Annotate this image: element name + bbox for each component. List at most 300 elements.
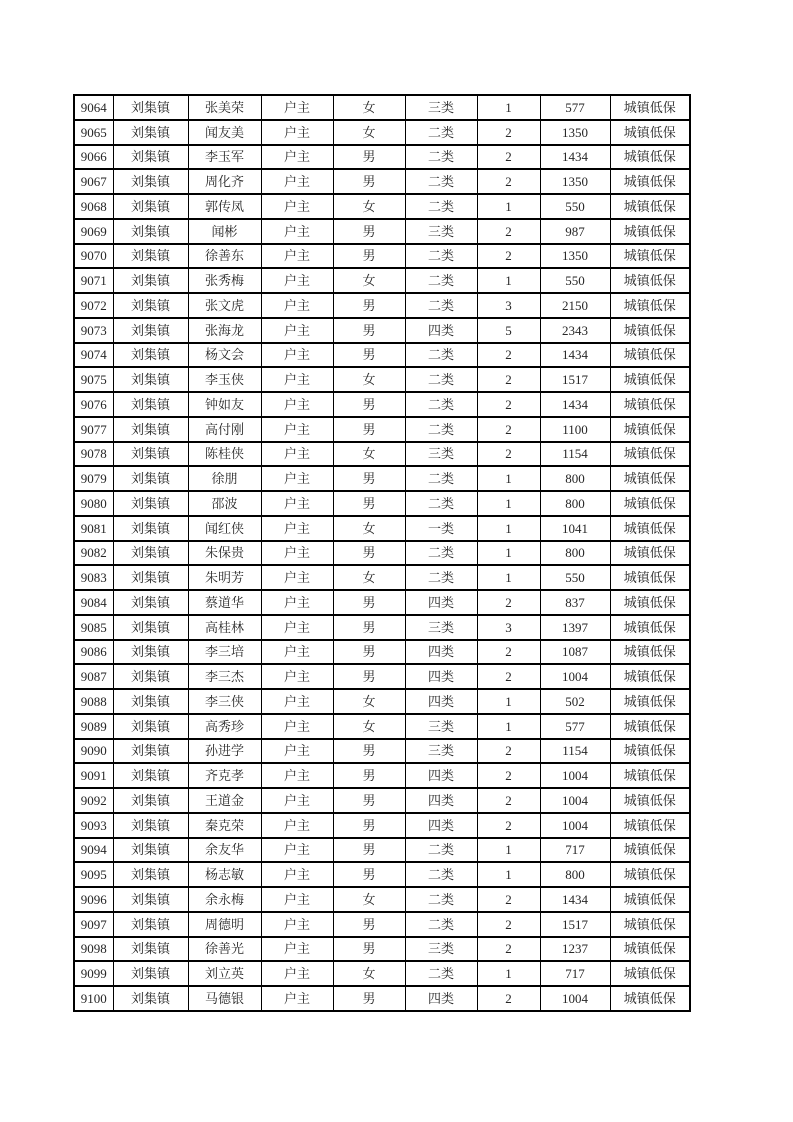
record-id-cell: 9090	[74, 739, 113, 764]
record-id-cell: 9074	[74, 343, 113, 368]
gender-cell: 男	[333, 590, 405, 615]
table-row	[74, 491, 690, 516]
amount-cell: 577	[540, 714, 610, 739]
relation-cell: 户主	[261, 417, 333, 442]
subsidy-type-cell: 城镇低保	[610, 615, 690, 640]
table-row	[74, 912, 690, 937]
category-cell: 四类	[405, 763, 477, 788]
table-row	[74, 244, 690, 269]
welfare-roster-table	[73, 94, 691, 1012]
gender-cell: 男	[333, 466, 405, 491]
person-count-cell: 1	[477, 862, 540, 887]
relation-cell: 户主	[261, 244, 333, 269]
amount-cell: 2343	[540, 318, 610, 343]
town-cell: 刘集镇	[113, 219, 188, 244]
person-count-cell: 1	[477, 714, 540, 739]
table-row	[74, 689, 690, 714]
town-cell: 刘集镇	[113, 244, 188, 269]
category-cell: 三类	[405, 615, 477, 640]
category-cell: 二类	[405, 491, 477, 516]
relation-cell: 户主	[261, 838, 333, 863]
category-cell: 三类	[405, 739, 477, 764]
town-cell: 刘集镇	[113, 417, 188, 442]
amount-cell: 800	[540, 862, 610, 887]
relation-cell: 户主	[261, 590, 333, 615]
record-id-cell: 9099	[74, 961, 113, 986]
person-count-cell: 2	[477, 986, 540, 1011]
amount-cell: 837	[540, 590, 610, 615]
person-count-cell: 3	[477, 615, 540, 640]
record-id-cell: 9091	[74, 763, 113, 788]
town-cell: 刘集镇	[113, 268, 188, 293]
table-row	[74, 714, 690, 739]
record-id-cell: 9064	[74, 95, 113, 120]
relation-cell: 户主	[261, 268, 333, 293]
relation-cell: 户主	[261, 788, 333, 813]
record-id-cell: 9067	[74, 169, 113, 194]
table-row	[74, 169, 690, 194]
gender-cell: 女	[333, 367, 405, 392]
record-id-cell: 9088	[74, 689, 113, 714]
person-name-cell: 闻红侠	[188, 516, 261, 541]
person-count-cell: 1	[477, 541, 540, 566]
amount-cell: 1237	[540, 937, 610, 962]
person-count-cell: 2	[477, 640, 540, 665]
record-id-cell: 9080	[74, 491, 113, 516]
table-row	[74, 615, 690, 640]
gender-cell: 男	[333, 417, 405, 442]
record-id-cell: 9066	[74, 145, 113, 170]
town-cell: 刘集镇	[113, 887, 188, 912]
relation-cell: 户主	[261, 912, 333, 937]
table-row	[74, 392, 690, 417]
person-name-cell: 张文虎	[188, 293, 261, 318]
relation-cell: 户主	[261, 95, 333, 120]
record-id-cell: 9079	[74, 466, 113, 491]
category-cell: 二类	[405, 120, 477, 145]
gender-cell: 男	[333, 491, 405, 516]
amount-cell: 1004	[540, 813, 610, 838]
subsidy-type-cell: 城镇低保	[610, 788, 690, 813]
table-row	[74, 763, 690, 788]
record-id-cell: 9096	[74, 887, 113, 912]
town-cell: 刘集镇	[113, 343, 188, 368]
person-count-cell: 2	[477, 813, 540, 838]
relation-cell: 户主	[261, 862, 333, 887]
amount-cell: 1517	[540, 367, 610, 392]
subsidy-type-cell: 城镇低保	[610, 466, 690, 491]
person-name-cell: 高桂林	[188, 615, 261, 640]
subsidy-type-cell: 城镇低保	[610, 491, 690, 516]
amount-cell: 1087	[540, 640, 610, 665]
gender-cell: 男	[333, 664, 405, 689]
gender-cell: 女	[333, 961, 405, 986]
subsidy-type-cell: 城镇低保	[610, 961, 690, 986]
record-id-cell: 9077	[74, 417, 113, 442]
subsidy-type-cell: 城镇低保	[610, 565, 690, 590]
category-cell: 二类	[405, 541, 477, 566]
town-cell: 刘集镇	[113, 516, 188, 541]
category-cell: 二类	[405, 887, 477, 912]
person-name-cell: 钟如友	[188, 392, 261, 417]
amount-cell: 1434	[540, 343, 610, 368]
gender-cell: 男	[333, 219, 405, 244]
table-row	[74, 194, 690, 219]
gender-cell: 男	[333, 986, 405, 1011]
town-cell: 刘集镇	[113, 862, 188, 887]
amount-cell: 1350	[540, 120, 610, 145]
town-cell: 刘集镇	[113, 640, 188, 665]
town-cell: 刘集镇	[113, 318, 188, 343]
person-count-cell: 1	[477, 491, 540, 516]
relation-cell: 户主	[261, 318, 333, 343]
table-row	[74, 986, 690, 1011]
table-row	[74, 739, 690, 764]
record-id-cell: 9087	[74, 664, 113, 689]
gender-cell: 男	[333, 937, 405, 962]
amount-cell: 1350	[540, 244, 610, 269]
category-cell: 三类	[405, 442, 477, 467]
relation-cell: 户主	[261, 664, 333, 689]
gender-cell: 女	[333, 887, 405, 912]
amount-cell: 1350	[540, 169, 610, 194]
person-count-cell: 1	[477, 838, 540, 863]
town-cell: 刘集镇	[113, 937, 188, 962]
amount-cell: 550	[540, 268, 610, 293]
gender-cell: 男	[333, 293, 405, 318]
person-name-cell: 杨文会	[188, 343, 261, 368]
person-count-cell: 2	[477, 912, 540, 937]
amount-cell: 717	[540, 961, 610, 986]
category-cell: 二类	[405, 417, 477, 442]
table-row	[74, 788, 690, 813]
category-cell: 四类	[405, 986, 477, 1011]
category-cell: 二类	[405, 565, 477, 590]
subsidy-type-cell: 城镇低保	[610, 912, 690, 937]
category-cell: 四类	[405, 318, 477, 343]
relation-cell: 户主	[261, 714, 333, 739]
table-row	[74, 862, 690, 887]
table-row	[74, 268, 690, 293]
table-row	[74, 442, 690, 467]
person-count-cell: 2	[477, 169, 540, 194]
person-count-cell: 1	[477, 516, 540, 541]
person-name-cell: 闻友美	[188, 120, 261, 145]
subsidy-type-cell: 城镇低保	[610, 541, 690, 566]
subsidy-type-cell: 城镇低保	[610, 417, 690, 442]
gender-cell: 男	[333, 244, 405, 269]
subsidy-type-cell: 城镇低保	[610, 739, 690, 764]
person-name-cell: 蔡道华	[188, 590, 261, 615]
relation-cell: 户主	[261, 541, 333, 566]
subsidy-type-cell: 城镇低保	[610, 343, 690, 368]
person-name-cell: 齐克孝	[188, 763, 261, 788]
town-cell: 刘集镇	[113, 367, 188, 392]
relation-cell: 户主	[261, 565, 333, 590]
subsidy-type-cell: 城镇低保	[610, 590, 690, 615]
amount-cell: 550	[540, 194, 610, 219]
person-name-cell: 马德银	[188, 986, 261, 1011]
record-id-cell: 9072	[74, 293, 113, 318]
record-id-cell: 9071	[74, 268, 113, 293]
town-cell: 刘集镇	[113, 689, 188, 714]
gender-cell: 女	[333, 516, 405, 541]
table-row	[74, 120, 690, 145]
category-cell: 二类	[405, 838, 477, 863]
person-name-cell: 李三杰	[188, 664, 261, 689]
relation-cell: 户主	[261, 961, 333, 986]
table-row	[74, 838, 690, 863]
person-name-cell: 张海龙	[188, 318, 261, 343]
record-id-cell: 9070	[74, 244, 113, 269]
relation-cell: 户主	[261, 615, 333, 640]
amount-cell: 1004	[540, 986, 610, 1011]
record-id-cell: 9075	[74, 367, 113, 392]
town-cell: 刘集镇	[113, 120, 188, 145]
welfare-roster-table-body	[74, 95, 690, 1011]
category-cell: 二类	[405, 466, 477, 491]
person-count-cell: 1	[477, 466, 540, 491]
category-cell: 四类	[405, 640, 477, 665]
gender-cell: 男	[333, 145, 405, 170]
record-id-cell: 9094	[74, 838, 113, 863]
amount-cell: 717	[540, 838, 610, 863]
table-row	[74, 293, 690, 318]
subsidy-type-cell: 城镇低保	[610, 986, 690, 1011]
person-name-cell: 秦克荣	[188, 813, 261, 838]
relation-cell: 户主	[261, 813, 333, 838]
category-cell: 四类	[405, 664, 477, 689]
subsidy-type-cell: 城镇低保	[610, 516, 690, 541]
subsidy-type-cell: 城镇低保	[610, 813, 690, 838]
town-cell: 刘集镇	[113, 838, 188, 863]
town-cell: 刘集镇	[113, 813, 188, 838]
gender-cell: 男	[333, 640, 405, 665]
person-count-cell: 2	[477, 367, 540, 392]
town-cell: 刘集镇	[113, 714, 188, 739]
record-id-cell: 9068	[74, 194, 113, 219]
subsidy-type-cell: 城镇低保	[610, 145, 690, 170]
subsidy-type-cell: 城镇低保	[610, 268, 690, 293]
person-name-cell: 高付刚	[188, 417, 261, 442]
relation-cell: 户主	[261, 466, 333, 491]
table-row	[74, 466, 690, 491]
amount-cell: 1434	[540, 145, 610, 170]
table-row	[74, 145, 690, 170]
town-cell: 刘集镇	[113, 293, 188, 318]
record-id-cell: 9076	[74, 392, 113, 417]
category-cell: 二类	[405, 268, 477, 293]
relation-cell: 户主	[261, 194, 333, 219]
person-count-cell: 2	[477, 664, 540, 689]
person-name-cell: 周化齐	[188, 169, 261, 194]
amount-cell: 1041	[540, 516, 610, 541]
table-row	[74, 640, 690, 665]
subsidy-type-cell: 城镇低保	[610, 120, 690, 145]
table-row	[74, 664, 690, 689]
gender-cell: 女	[333, 689, 405, 714]
person-name-cell: 陈桂侠	[188, 442, 261, 467]
gender-cell: 男	[333, 763, 405, 788]
record-id-cell: 9095	[74, 862, 113, 887]
person-name-cell: 高秀珍	[188, 714, 261, 739]
gender-cell: 女	[333, 120, 405, 145]
town-cell: 刘集镇	[113, 961, 188, 986]
table-row	[74, 565, 690, 590]
person-count-cell: 2	[477, 590, 540, 615]
person-name-cell: 李三培	[188, 640, 261, 665]
person-name-cell: 朱保贵	[188, 541, 261, 566]
relation-cell: 户主	[261, 887, 333, 912]
amount-cell: 800	[540, 466, 610, 491]
town-cell: 刘集镇	[113, 565, 188, 590]
person-name-cell: 张秀梅	[188, 268, 261, 293]
subsidy-type-cell: 城镇低保	[610, 442, 690, 467]
amount-cell: 1004	[540, 788, 610, 813]
person-count-cell: 5	[477, 318, 540, 343]
person-count-cell: 2	[477, 887, 540, 912]
amount-cell: 1154	[540, 739, 610, 764]
gender-cell: 女	[333, 442, 405, 467]
town-cell: 刘集镇	[113, 739, 188, 764]
record-id-cell: 9065	[74, 120, 113, 145]
category-cell: 二类	[405, 367, 477, 392]
amount-cell: 1517	[540, 912, 610, 937]
person-count-cell: 2	[477, 343, 540, 368]
table-row	[74, 887, 690, 912]
record-id-cell: 9093	[74, 813, 113, 838]
town-cell: 刘集镇	[113, 442, 188, 467]
person-count-cell: 1	[477, 689, 540, 714]
town-cell: 刘集镇	[113, 466, 188, 491]
subsidy-type-cell: 城镇低保	[610, 318, 690, 343]
town-cell: 刘集镇	[113, 194, 188, 219]
person-name-cell: 孙进学	[188, 739, 261, 764]
person-name-cell: 余永梅	[188, 887, 261, 912]
person-name-cell: 余友华	[188, 838, 261, 863]
person-count-cell: 2	[477, 763, 540, 788]
relation-cell: 户主	[261, 392, 333, 417]
town-cell: 刘集镇	[113, 788, 188, 813]
person-name-cell: 张美荣	[188, 95, 261, 120]
town-cell: 刘集镇	[113, 95, 188, 120]
relation-cell: 户主	[261, 689, 333, 714]
record-id-cell: 9083	[74, 565, 113, 590]
relation-cell: 户主	[261, 516, 333, 541]
record-id-cell: 9092	[74, 788, 113, 813]
subsidy-type-cell: 城镇低保	[610, 293, 690, 318]
person-count-cell: 2	[477, 739, 540, 764]
gender-cell: 男	[333, 343, 405, 368]
person-count-cell: 1	[477, 194, 540, 219]
relation-cell: 户主	[261, 640, 333, 665]
record-id-cell: 9097	[74, 912, 113, 937]
category-cell: 四类	[405, 813, 477, 838]
category-cell: 四类	[405, 788, 477, 813]
table-row	[74, 367, 690, 392]
town-cell: 刘集镇	[113, 541, 188, 566]
record-id-cell: 9085	[74, 615, 113, 640]
record-id-cell: 9073	[74, 318, 113, 343]
category-cell: 四类	[405, 590, 477, 615]
subsidy-type-cell: 城镇低保	[610, 937, 690, 962]
amount-cell: 800	[540, 491, 610, 516]
person-count-cell: 2	[477, 392, 540, 417]
category-cell: 二类	[405, 194, 477, 219]
town-cell: 刘集镇	[113, 590, 188, 615]
table-row	[74, 318, 690, 343]
person-name-cell: 闻彬	[188, 219, 261, 244]
table-row	[74, 343, 690, 368]
amount-cell: 1100	[540, 417, 610, 442]
subsidy-type-cell: 城镇低保	[610, 169, 690, 194]
town-cell: 刘集镇	[113, 664, 188, 689]
person-name-cell: 刘立英	[188, 961, 261, 986]
amount-cell: 1434	[540, 887, 610, 912]
town-cell: 刘集镇	[113, 491, 188, 516]
relation-cell: 户主	[261, 442, 333, 467]
amount-cell: 1397	[540, 615, 610, 640]
subsidy-type-cell: 城镇低保	[610, 714, 690, 739]
relation-cell: 户主	[261, 145, 333, 170]
record-id-cell: 9069	[74, 219, 113, 244]
gender-cell: 女	[333, 268, 405, 293]
gender-cell: 男	[333, 615, 405, 640]
subsidy-type-cell: 城镇低保	[610, 763, 690, 788]
category-cell: 二类	[405, 244, 477, 269]
town-cell: 刘集镇	[113, 169, 188, 194]
relation-cell: 户主	[261, 491, 333, 516]
subsidy-type-cell: 城镇低保	[610, 838, 690, 863]
record-id-cell: 9084	[74, 590, 113, 615]
person-name-cell: 徐朋	[188, 466, 261, 491]
amount-cell: 550	[540, 565, 610, 590]
town-cell: 刘集镇	[113, 986, 188, 1011]
amount-cell: 1154	[540, 442, 610, 467]
category-cell: 三类	[405, 95, 477, 120]
table-row	[74, 95, 690, 120]
category-cell: 二类	[405, 343, 477, 368]
amount-cell: 502	[540, 689, 610, 714]
table-row	[74, 961, 690, 986]
person-name-cell: 王道金	[188, 788, 261, 813]
record-id-cell: 9078	[74, 442, 113, 467]
category-cell: 一类	[405, 516, 477, 541]
town-cell: 刘集镇	[113, 145, 188, 170]
amount-cell: 800	[540, 541, 610, 566]
person-count-cell: 1	[477, 961, 540, 986]
person-count-cell: 2	[477, 442, 540, 467]
relation-cell: 户主	[261, 169, 333, 194]
gender-cell: 男	[333, 912, 405, 937]
person-count-cell: 1	[477, 268, 540, 293]
record-id-cell: 9089	[74, 714, 113, 739]
gender-cell: 男	[333, 169, 405, 194]
category-cell: 四类	[405, 689, 477, 714]
gender-cell: 女	[333, 95, 405, 120]
person-count-cell: 1	[477, 565, 540, 590]
amount-cell: 1004	[540, 763, 610, 788]
table-row	[74, 417, 690, 442]
relation-cell: 户主	[261, 763, 333, 788]
person-count-cell: 1	[477, 95, 540, 120]
person-count-cell: 2	[477, 145, 540, 170]
category-cell: 二类	[405, 293, 477, 318]
relation-cell: 户主	[261, 343, 333, 368]
relation-cell: 户主	[261, 219, 333, 244]
record-id-cell: 9082	[74, 541, 113, 566]
gender-cell: 男	[333, 318, 405, 343]
